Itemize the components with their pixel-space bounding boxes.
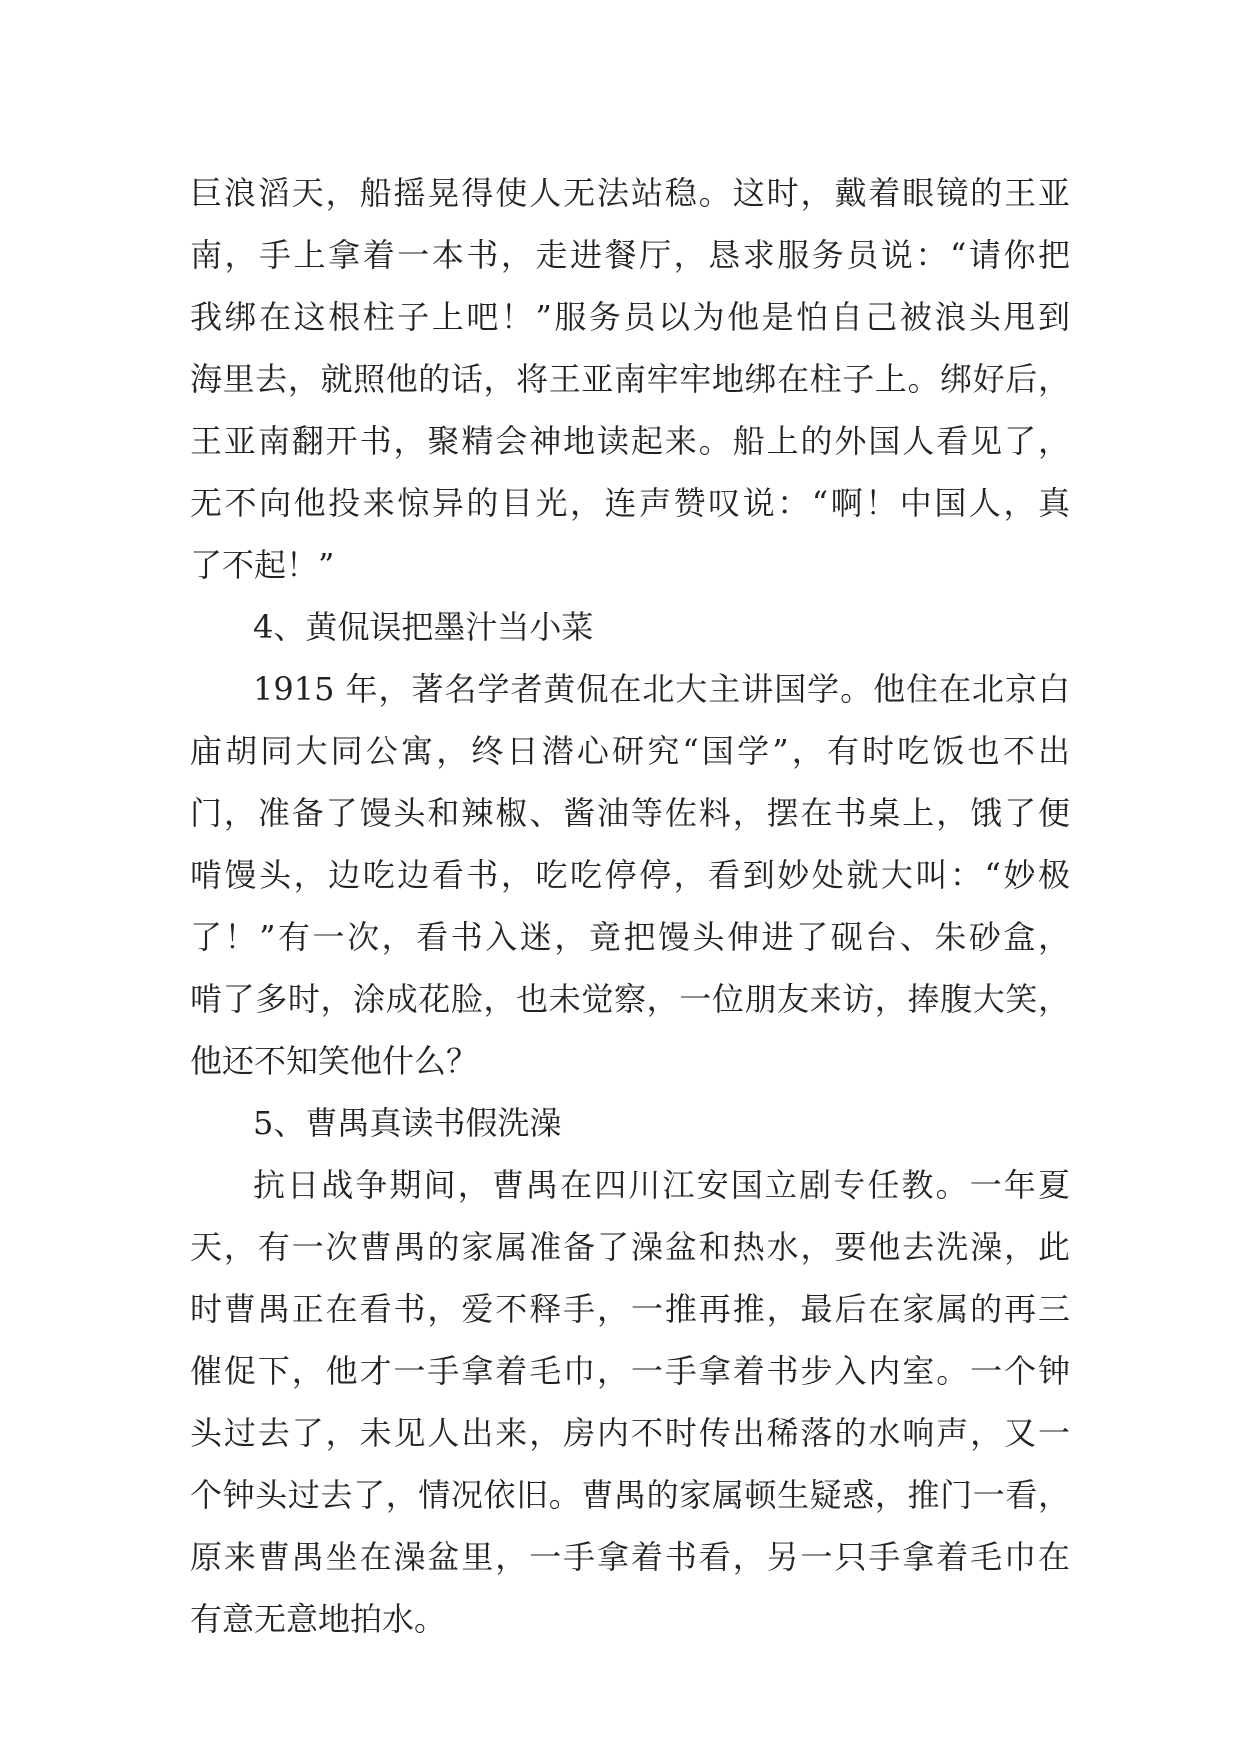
text-line: 无不向他投来惊异的目光，连声赞叹说：“啊！中国人，真 [190,484,1070,522]
text-line: 他还不知笑他什么？ [190,1042,479,1080]
text-line: 我绑在这根柱子上吧！”服务员以为他是怕自己被浪头甩到 [190,298,1070,336]
text-line: 头过去了，未见人出来，房内不时传出稀落的水响声，又一 [190,1414,1070,1452]
text-line: 抗日战争期间，曹禺在四川江安国立剧专任教。一年夏 [253,1166,1070,1204]
section-5-heading: 5、曹禺真读书假洗澡 [253,1104,562,1142]
section-5-paragraph [190,1154,1070,1650]
text-line: 有意无意地拍水。 [190,1600,447,1638]
text-line: 啃馒头，边吃边看书，吃吃停停，看到妙处就大叫：“妙极 [190,856,1070,894]
text-line: 了！”有一次，看书入迷，竟把馒头伸进了砚台、朱砂盒， [190,918,1070,956]
text-line: 催促下，他才一手拿着毛巾，一手拿着书步入内室。一个钟 [190,1352,1070,1390]
text-line: 海里去，就照他的话，将王亚南牢牢地绑在柱子上。绑好后， [190,360,1070,398]
story-end-paragraph [190,162,1070,596]
text-line: 巨浪滔天，船摇晃得使人无法站稳。这时，戴着眼镜的王亚 [190,174,1070,212]
text-line: 1915 年，著名学者黄侃在北大主讲国学。他住在北京白 [253,670,1070,708]
text-line: 王亚南翻开书，聚精会神地读起来。船上的外国人看见了， [190,422,1070,460]
section-4-paragraph [190,658,1070,1092]
text-line: 原来曹禺坐在澡盆里，一手拿着书看，另一只手拿着毛巾在 [190,1538,1070,1576]
text-line: 南，手上拿着一本书，走进餐厅，恳求服务员说：“请你把 [190,236,1070,274]
text-line: 天，有一次曹禺的家属准备了澡盆和热水，要他去洗澡，此 [190,1228,1070,1266]
section-4-heading: 4、黄侃误把墨汁当小菜 [253,608,594,646]
text-line: 庙胡同大同公寓，终日潜心研究“国学”，有时吃饭也不出 [190,732,1070,770]
text-line: 时曹禺正在看书，爱不释手，一推再推，最后在家属的再三 [190,1290,1070,1328]
text-line: 个钟头过去了，情况依旧。曹禺的家属顿生疑惑，推门一看， [190,1476,1070,1514]
document-body [190,162,1070,1650]
text-line: 了不起！” [190,546,335,584]
text-line: 门，准备了馒头和辣椒、酱油等佐料，摆在书桌上，饿了便 [190,794,1070,832]
text-line: 啃了多时，涂成花脸，也未觉察，一位朋友来访，捧腹大笑， [190,980,1070,1018]
